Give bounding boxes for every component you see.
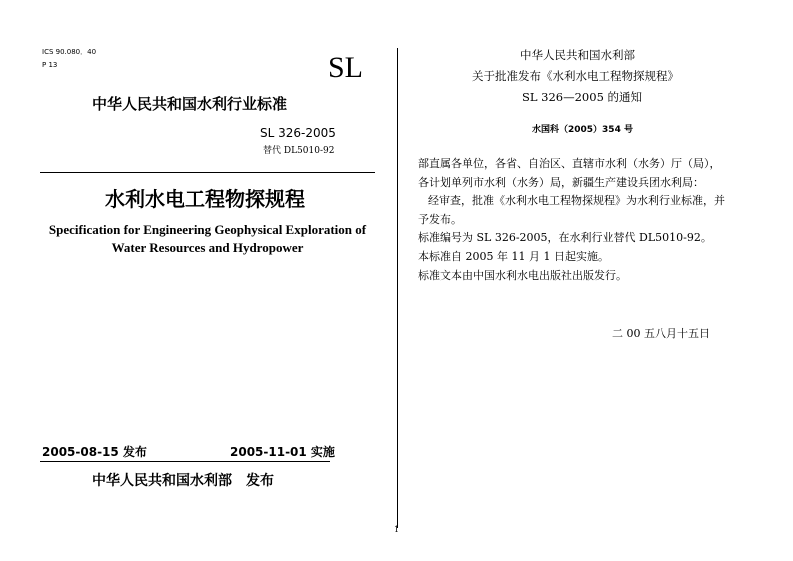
notice-body-line: 标准文本由中国水利水电出版社出版发行。 [418,268,627,282]
title-chinese: 水利水电工程物探规程 [105,187,305,211]
replaces-note: 替代 DL5010-92 [263,146,335,156]
cover-rule-top [40,172,375,173]
notice-body-line: 予发布。 [418,212,462,226]
page-number: 1 [394,525,400,534]
notice-body-line: 部直属各单位，各省、自治区、直辖市水利（水务）厅（局）， [418,157,721,170]
notice-body-line: 经审查，批准《水利水电工程物探规程》为水利行业标准，并 [428,194,725,208]
ics-code: ICS 90.080．40 [42,48,97,56]
standard-number: SL 326-2005 [260,126,336,140]
notice-body-line: 标准编号为 SL 326-2005，在水利行业替代 DL5010-92。 [418,231,712,245]
notice-org: 中华人民共和国水利部 [520,48,635,62]
implement-date: 2005-11-01 实施 [230,445,335,459]
publisher-name: 中华人民共和国水利部 [92,473,232,489]
notice-doc-number: 水国科（2005）354 号 [532,125,633,135]
notice-body-line: 本标准自 2005 年 11 月 1 日起实施。 [418,249,609,263]
issue-date: 2005-08-15 发布 [42,445,147,459]
p-code: P 13 [42,61,58,69]
notice-body-line: 各计划单列市水利（水务）局，新疆生产建设兵团水利局： [418,175,704,189]
title-english: Specification for Engineering Geophysical Exploration of Water Resources and Hydropower [48,222,367,255]
notice-title-line2: SL 326—2005 的通知 [522,90,643,104]
page-divider [397,48,398,528]
notice-title-line1: 关于批准发布《水利水电工程物探规程》 [472,69,679,83]
sl-mark: SL [328,51,364,84]
industry-standard-heading: 中华人民共和国水利行业标准 [92,95,288,113]
notice-body [418,155,725,285]
notice-date: 二 00 五八月十五日 [612,327,710,340]
publisher-action: 发布 [246,473,274,489]
publisher-line [92,472,274,490]
cover-rule-bottom [40,461,330,462]
